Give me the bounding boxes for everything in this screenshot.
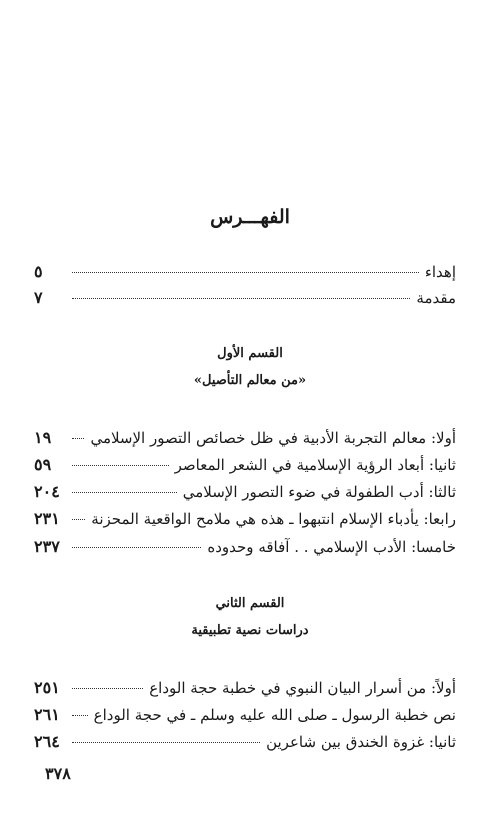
toc-entry bbox=[34, 537, 456, 561]
leader-dots bbox=[72, 688, 143, 689]
toc-entry bbox=[34, 509, 456, 533]
section-2-subtitle: دراسات نصية تطبيقية bbox=[191, 623, 309, 638]
entry-title: إهداء bbox=[424, 263, 456, 281]
toc-entry bbox=[34, 482, 456, 506]
page-ref: ٥٩ bbox=[34, 455, 52, 474]
leader-dots bbox=[72, 547, 201, 548]
page-ref: ٢٦٤ bbox=[34, 732, 60, 751]
leader-dots bbox=[72, 715, 88, 716]
leader-dots bbox=[72, 465, 169, 466]
toc-entry-introduction bbox=[34, 288, 456, 312]
leader-dots bbox=[72, 438, 84, 439]
entry-title: ثالثا: أدب الطفولة في ضوء التصور الإسلامي bbox=[182, 483, 456, 501]
page-ref: ٥ bbox=[34, 262, 43, 281]
page-number: ٣٧٨ bbox=[45, 764, 71, 783]
toc-entry-dedication bbox=[34, 262, 456, 286]
page-ref: ٢٣١ bbox=[34, 509, 60, 528]
leader-dots bbox=[72, 298, 410, 299]
page-ref: ٢٦١ bbox=[34, 705, 60, 724]
entry-title: نص خطبة الرسول ـ صلى الله عليه وسلم ـ في حجة الوداع bbox=[93, 706, 456, 724]
toc-entry bbox=[34, 678, 456, 702]
page-ref: ٧ bbox=[34, 288, 43, 307]
toc-entry bbox=[34, 455, 456, 479]
entry-title: مقدمة bbox=[416, 289, 456, 307]
section-1-title: القسم الأول bbox=[217, 346, 283, 361]
section-1-subtitle: «من معالم التأصيل» bbox=[193, 373, 307, 388]
leader-dots bbox=[72, 492, 177, 493]
toc-entry bbox=[34, 705, 456, 729]
page-ref: ١٩ bbox=[34, 428, 52, 447]
entry-title: ثانيا: غزوة الخندق بين شاعرين bbox=[266, 733, 456, 751]
entry-title: أولاً: من أسرار البيان النبوي في خطبة حجة الوداع bbox=[149, 679, 456, 697]
toc-entry bbox=[34, 428, 456, 452]
page-ref: ٢٠٤ bbox=[34, 482, 60, 501]
leader-dots bbox=[72, 272, 419, 273]
entry-title: رابعا: يأدباء الإسلام انتبهوا ـ هذه هي ملامح الواقعية المحزنة bbox=[91, 510, 456, 528]
entry-title: أولا: معالم التجربة الأدبية في ظل خصائص التصور الإسلامي bbox=[90, 429, 456, 447]
leader-dots bbox=[72, 519, 85, 520]
page-ref: ٢٣٧ bbox=[34, 537, 60, 556]
entry-title: خامسا: الأدب الإسلامي . . آفاقه وحدوده bbox=[207, 538, 456, 556]
entry-title: ثانيا: أبعاد الرؤية الإسلامية في الشعر المعاصر bbox=[174, 456, 456, 474]
leader-dots bbox=[72, 742, 260, 743]
section-2-title: القسم الثاني bbox=[215, 596, 285, 611]
page-title: الفهـــرس bbox=[210, 206, 290, 228]
toc-entry bbox=[34, 732, 456, 756]
page-ref: ٢٥١ bbox=[34, 678, 60, 697]
